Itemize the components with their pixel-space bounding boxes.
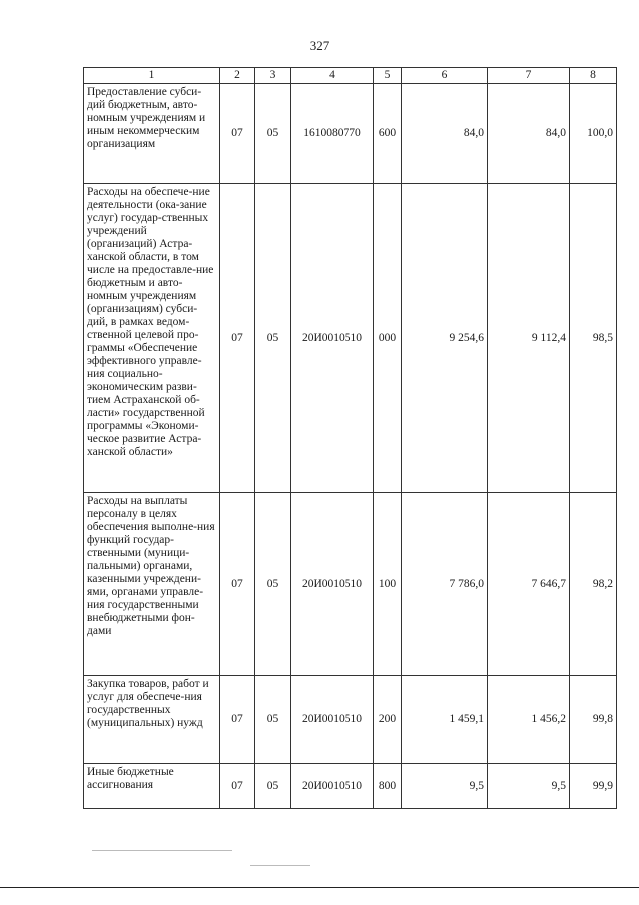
- row-description: Иные бюджетные ассигнования: [84, 764, 220, 809]
- cell-section: 07: [220, 84, 255, 184]
- cell-section: 07: [220, 676, 255, 764]
- row-description: Расходы на обеспече-ние деятельности (ока-зание услуг) государ-ственных учреждений (организаций) Астра-ханской области, в том числе на предоставле-ние бюджетным и авто-номным учреждениям (организациям) субси-дий, в рамках ведом-ственной целевой про-граммы «Обеспечение эффективного управле-ния социально-экономическим разви-тием Астраханской об-ласти» государственной программы «Экономи-ческое развитие Астра-ханской области»: [84, 184, 220, 493]
- page-bottom-rule: [0, 887, 639, 888]
- cell-actual: 84,0: [488, 84, 570, 184]
- cell-target-article: 1610080770: [291, 84, 374, 184]
- page-number: 327: [309, 38, 330, 53]
- table-row: [84, 764, 617, 809]
- cell-subsection: 05: [255, 184, 291, 493]
- cell-subsection: 05: [255, 764, 291, 809]
- header-row: [84, 68, 617, 84]
- table-row: [84, 676, 617, 764]
- cell-section: 07: [220, 764, 255, 809]
- cell-percent: 98,5: [570, 184, 617, 493]
- cell-target-article: 20И0010510: [291, 184, 374, 493]
- cell-subsection: 05: [255, 493, 291, 676]
- budget-table: [83, 67, 617, 809]
- header-cell: 5: [374, 68, 402, 84]
- cell-target-article: 20И0010510: [291, 676, 374, 764]
- header-cell: 7: [488, 68, 570, 84]
- header-cell: 6: [402, 68, 488, 84]
- cell-expense-type: 600: [374, 84, 402, 184]
- header-cell: 3: [255, 68, 291, 84]
- scan-noise: [250, 865, 310, 866]
- cell-actual: 9 112,4: [488, 184, 570, 493]
- cell-actual: 7 646,7: [488, 493, 570, 676]
- table-row: [84, 184, 617, 493]
- scan-noise: [92, 850, 232, 851]
- header-cell: 2: [220, 68, 255, 84]
- cell-planned: 9 254,6: [402, 184, 488, 493]
- table-row: [84, 493, 617, 676]
- row-description: Расходы на выплаты персоналу в целях обеспечения выполне-ния функций государ-ственными (муници-пальными) органами, казенными учреждени-ями, органами управле-ния государственными внебюджетными фон-дами: [84, 493, 220, 676]
- cell-expense-type: 800: [374, 764, 402, 809]
- cell-planned: 1 459,1: [402, 676, 488, 764]
- cell-expense-type: 000: [374, 184, 402, 493]
- cell-percent: 100,0: [570, 84, 617, 184]
- row-description: Предоставление субси-дий бюджетным, авто-номным учреждениям и иным некоммерческим организациям: [84, 84, 220, 184]
- header-cell: 8: [570, 68, 617, 84]
- cell-expense-type: 100: [374, 493, 402, 676]
- cell-target-article: 20И0010510: [291, 493, 374, 676]
- cell-percent: 98,2: [570, 493, 617, 676]
- cell-percent: 99,9: [570, 764, 617, 809]
- cell-percent: 99,8: [570, 676, 617, 764]
- row-description: Закупка товаров, работ и услуг для обеспече-ния государственных (муниципальных) нужд: [84, 676, 220, 764]
- cell-section: 07: [220, 184, 255, 493]
- cell-target-article: 20И0010510: [291, 764, 374, 809]
- header-cell: 1: [84, 68, 220, 84]
- cell-subsection: 05: [255, 676, 291, 764]
- cell-planned: 9,5: [402, 764, 488, 809]
- cell-actual: 9,5: [488, 764, 570, 809]
- cell-actual: 1 456,2: [488, 676, 570, 764]
- cell-planned: 7 786,0: [402, 493, 488, 676]
- table-row: [84, 84, 617, 184]
- cell-expense-type: 200: [374, 676, 402, 764]
- header-cell: 4: [291, 68, 374, 84]
- cell-planned: 84,0: [402, 84, 488, 184]
- cell-section: 07: [220, 493, 255, 676]
- cell-subsection: 05: [255, 84, 291, 184]
